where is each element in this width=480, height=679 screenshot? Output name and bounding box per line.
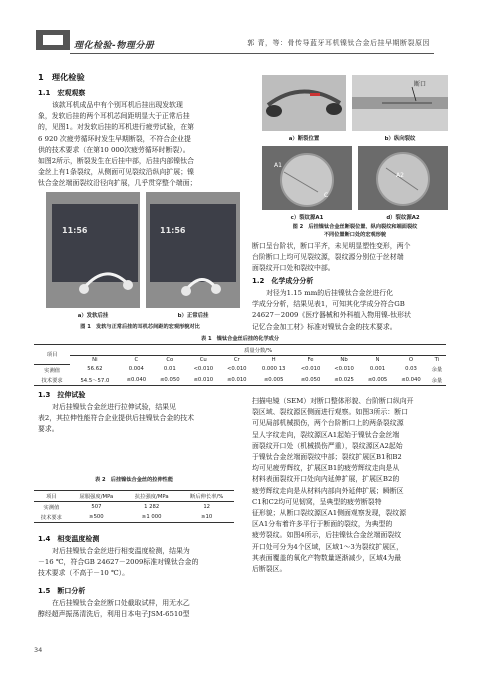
text-line: 材料表面裂纹开口处向内延伸扩展，扩展区B2的 [252, 475, 400, 484]
table-column-header: 抗拉强度/MPa [124, 491, 179, 502]
text-line: 征形貌；从断口裂纹源区A1侧面观察发现，裂纹源 [252, 509, 407, 518]
text-line: 面裂纹开口处和裂纹中部。 [252, 264, 335, 273]
table-column-header: C [134, 357, 139, 363]
text-line: 记忆合金加工材》标准对镍钛合金的技术要求。 [252, 322, 397, 331]
text-line: 区A1分布着许多平行于断面的裂纹，为典型的 [252, 520, 393, 529]
caption-line: 图 2 后挂镍钛合金丝断裂位置、纵向裂纹和端面裂纹 [292, 224, 418, 230]
subsection-title-1-5: 1.5 断口分析 [38, 587, 86, 595]
text-line: 断口呈台阶状，断口平齐，未见明显塑性变形，两个 [252, 242, 411, 250]
table-column-header: Cr [233, 357, 240, 363]
text-line: 其表面覆盖的氧化产物数量逐渐减少，区域4为最 [252, 553, 402, 562]
table-cell: <0.010 [334, 366, 354, 373]
table-cell: 实测值 [43, 505, 60, 511]
table-column-header: N [375, 357, 380, 363]
text-line: －16 ℃，符合GB 24627－2009标准对镍钛合金的 [38, 558, 199, 567]
table-cell: 0.03 [405, 366, 417, 373]
table-column-header: 项目 [34, 491, 69, 502]
text-line: 的，见图1。对发软后挂的耳机进行疲劳试验，在第 [38, 123, 194, 132]
macro-observation-text [38, 100, 242, 190]
text-line: 裂区域、裂纹源区侧面进行观察。如图3所示：断口 [252, 408, 408, 417]
text-line: 6 920 次疲劳循环时发生早期断裂，不符合企业提 [38, 134, 191, 143]
section-title: 1 理化检验 [38, 72, 85, 82]
fracture-analysis-text [38, 598, 242, 620]
table-column-header: Co [166, 357, 174, 363]
table-row [34, 375, 446, 386]
figure-1b-photo [146, 192, 240, 308]
table-2-caption: 表 2 后挂镍钛合金丝的拉伸性能 [94, 477, 174, 483]
figure-2a-label: a）断裂位置 [288, 136, 320, 142]
text-line: 对后挂镍钛合金丝进行拉伸试验，结果见 [52, 403, 177, 411]
table-cell: 余量 [428, 375, 446, 386]
table-row-label: 技术要求 [34, 375, 70, 386]
text-line: 对径为1.15 mm的后挂镍钛合金丝进行化 [266, 289, 394, 297]
figure-2-caption [252, 223, 458, 239]
table-row [34, 364, 446, 375]
page-number: 34 [34, 646, 43, 654]
table-cell: 0.000 13 [261, 366, 286, 373]
table-column-header: Nb [340, 357, 348, 363]
text-line: 要求。 [38, 425, 59, 434]
table-column-header: O [408, 357, 414, 363]
text-line: 可见局部机械损伤，两个台阶断口上的两条裂纹源 [252, 419, 404, 428]
text-line: 面裂纹开口处（机械损伤严重），裂纹源区A2起始 [252, 441, 403, 450]
text-line: 钛合金丝端面裂纹沿径向扩展，几乎贯穿整个端面； [38, 179, 197, 188]
phase-transition-text [38, 546, 242, 580]
table-cell: ≥1 000 [124, 512, 179, 523]
text-line: 该款耳机成品中有个别耳机后挂出现发软现 [52, 101, 183, 109]
table-cell: 1 282 [144, 504, 160, 510]
text-line: 扫描电镜（SEM）对断口整体形貌、台阶断口纵向开 [252, 397, 414, 405]
figure-2a-photo [262, 75, 346, 131]
crack-label: 断口 [414, 81, 427, 88]
caption-line: 不同位置断口处的宏观形貌 [323, 232, 387, 238]
table-cell: ≥10 [179, 512, 234, 523]
running-head: 郭 青，等：骨传导蓝牙耳机镍钛合金后挂早期断裂原因 [247, 39, 430, 47]
text-line: 台阶断口上均可见裂纹源，裂纹源分别位于丝材端 [252, 253, 404, 262]
text-line: 疲劳裂纹。如图4所示，后挂镍钛合金丝端面裂纹 [252, 531, 402, 540]
journal-logo-icon [36, 30, 70, 50]
table-row [34, 512, 234, 523]
table-cell: 56.62 [87, 366, 103, 373]
longitudinal-crack-shape [352, 75, 448, 131]
table-column-header: Ni [92, 357, 98, 363]
earphone-wire-shape [262, 75, 346, 131]
figure-1a-label: a）发软后挂 [77, 313, 109, 319]
table-cell: ≤0.050 [294, 375, 327, 386]
table-1 [34, 344, 446, 386]
figure-2b-label: b）纵向裂纹 [384, 136, 416, 142]
table-header-mass-fraction: 质量分数/% [70, 345, 446, 356]
table-cell: 技术要求 [34, 512, 69, 523]
tensile-test-text [38, 402, 242, 436]
text-line: 技术要求（不高于－10 ℃）。 [38, 569, 130, 578]
figure-1b-label: b）正常后挂 [177, 313, 209, 319]
table-cell: ≥500 [69, 512, 124, 523]
table-cell: ≤0.005 [254, 375, 294, 386]
table-cell: 0.004 [128, 366, 144, 373]
journal-name: 理化检验-物理分册 [74, 41, 155, 51]
header-rule [70, 53, 434, 54]
phone-time: 11:56 [160, 226, 186, 235]
table-column-header: 断后伸长率/% [179, 491, 234, 502]
table-column-header: 屈服强度/MPa [69, 491, 124, 502]
table-column-header: Fe [307, 357, 314, 363]
text-line: 疲劳辉纹走向是从材料内部向外延伸扩展；瞬断区 [252, 486, 404, 495]
headphone-shape [146, 192, 240, 308]
figure-2b-photo [352, 75, 448, 131]
table-cell: ≤0.040 [394, 375, 427, 386]
table-cell: 余量 [431, 367, 443, 374]
figure-1-caption: 图 1 发软与正常后挂的耳机芯间距的宏观形貌对比 [80, 324, 200, 330]
table-cell: 12 [203, 504, 211, 510]
table-cell: 0.001 [369, 366, 386, 373]
fracture-surface-a1 [262, 146, 352, 210]
figure-2d-photo [358, 146, 448, 210]
subsection-title-1-1: 1.1 宏观观察 [38, 89, 86, 97]
text-line: 呈人字纹走向，裂纹源区A1起始于镍钛合金丝端 [252, 430, 400, 439]
text-line: 在后挂镍钛合金丝断口处截取试样，用无水乙 [52, 599, 190, 607]
table-cell: ≤0.050 [153, 375, 186, 386]
text-line: 醇经超声振荡清洗后，利用日本电子JSM-6510型 [38, 610, 190, 619]
table-row [34, 502, 234, 513]
text-line: 于镍钛合金丝端面裂纹中部；裂纹扩展区B1和B2 [252, 453, 402, 462]
table-cell: ≤0.005 [361, 375, 394, 386]
crack-source-a2-label: A2 [396, 172, 404, 179]
text-line: 均可见疲劳辉纹，扩展区B1的疲劳辉纹走向是从 [252, 464, 400, 473]
table-cell: <0.010 [300, 366, 321, 373]
text-line: 24627－2009《医疗器械和外科植入物用镍-钛形状 [252, 311, 411, 320]
text-line: C1和C2均可见韧窝，呈典型的疲劳断裂特 [252, 497, 382, 506]
text-line: 金丝上有1条裂纹，从侧面可见裂纹沿纵向扩展；镍 [38, 168, 194, 177]
table-cell: ≤0.010 [220, 375, 253, 386]
table-row-label: 实测值 [44, 367, 61, 374]
text-line: 开口处可分为4个区域，区域1～3为裂纹扩展区， [252, 542, 403, 551]
text-line: 后断裂区。 [252, 565, 287, 574]
table-2 [34, 490, 234, 523]
figure-2c-photo [262, 146, 352, 210]
table-cell: <0.010 [193, 366, 214, 373]
text-line: 学成分分析，结果见表1，可知其化学成分符合GB [252, 300, 405, 309]
headphone-shape [46, 192, 140, 308]
sem-analysis-text [252, 396, 452, 575]
crack-source-a1-label: A1 [274, 162, 282, 169]
text-line: 对后挂镍钛合金丝进行相变温度检测，结果为 [52, 547, 190, 555]
text-line: 表2，其拉伸性能符合企业提供后挂镍钛合金的技术 [38, 414, 194, 423]
table-cell: ≤0.025 [327, 375, 360, 386]
table-1-caption: 表 1 镍钛合金丝后挂的化学成分 [200, 336, 280, 342]
table-cell: ≤0.010 [187, 375, 220, 386]
table-cell: 507 [91, 504, 102, 510]
table-cell: 0.01 [163, 366, 176, 373]
table-column-header: H [271, 357, 276, 363]
text-line: 象，发软后挂的两个耳机芯间距明显大于正常后挂 [38, 112, 190, 121]
table-cell: ≤0.040 [120, 375, 153, 386]
zone-c-label: C [324, 192, 329, 199]
figure-1a-photo [46, 192, 140, 308]
fracture-continuation-text [252, 241, 452, 275]
subsection-title-1-2: 1.2 化学成分分析 [252, 277, 314, 285]
table-cell: 54.5～57.0 [70, 375, 119, 386]
figure-2c-label: c）裂纹源A1 [290, 215, 324, 221]
table-column-header: Ti [434, 357, 440, 363]
table-header-project: 项目 [34, 345, 70, 365]
chemical-analysis-text [252, 288, 452, 333]
subsection-title-1-3: 1.3 拉伸试验 [38, 391, 86, 399]
subsection-title-1-4: 1.4 相变温度检测 [38, 535, 100, 543]
phone-time: 11:56 [62, 226, 88, 235]
table-cell: <0.010 [226, 366, 247, 373]
figure-2d-label: d）裂纹源A2 [386, 215, 420, 221]
text-line: 如图2所示，断裂发生在后挂中部，后挂内部镍钛合 [38, 157, 194, 166]
table-column-header: Cu [199, 357, 207, 363]
text-line: 供的技术要求（在第10 000次疲劳循环时断裂）。 [38, 145, 190, 154]
